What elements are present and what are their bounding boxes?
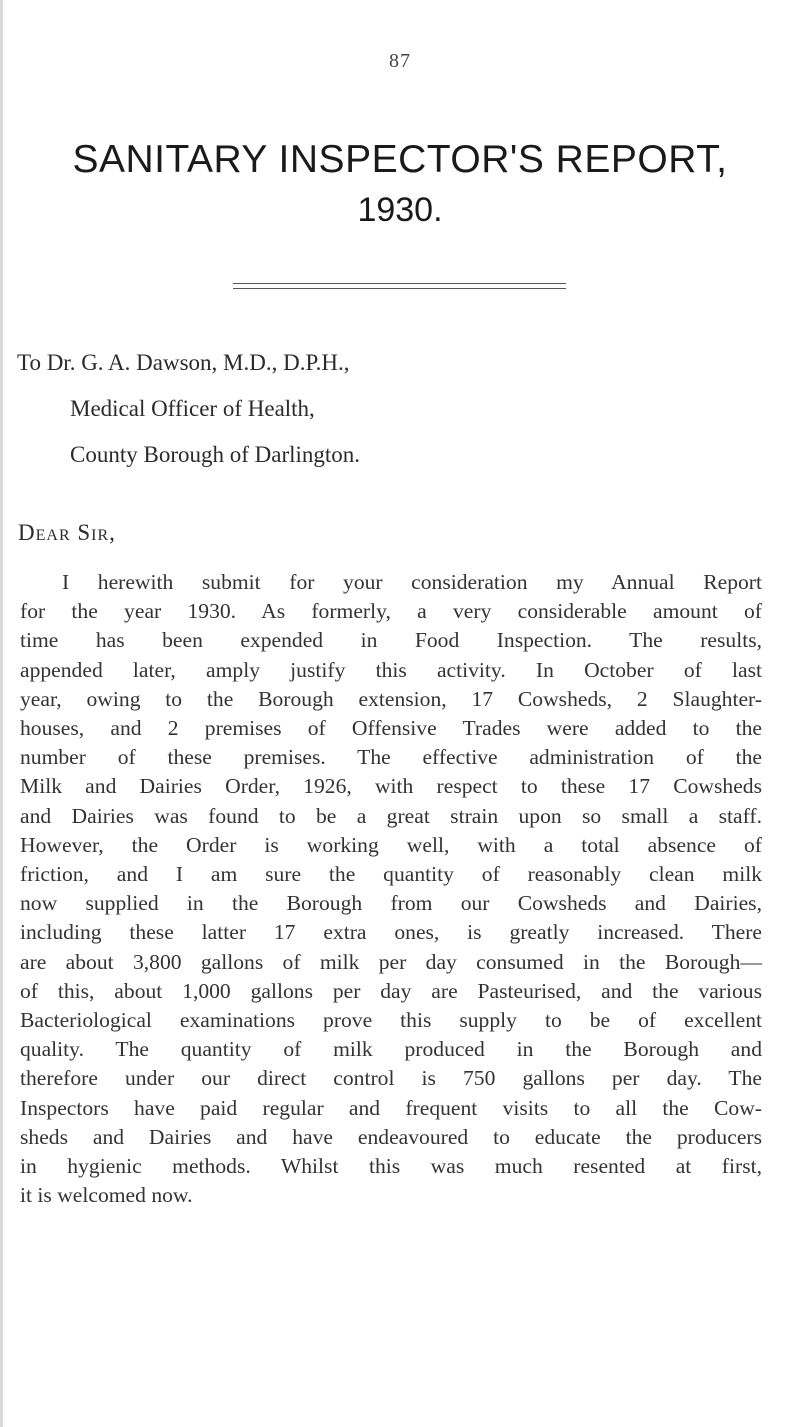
body-line: I herewith submit for your consideration my Annual Report: [62, 570, 762, 594]
body-line: quality. The quantity of milk produced in the Borough and: [20, 1037, 762, 1062]
body-line: Milk and Dairies Order, 1926, with respect to these 17 Cowsheds: [20, 774, 762, 799]
address-borough: County Borough of Darlington.: [70, 442, 361, 467]
body-line: friction, and I am sure the quantity of reasonably clean milk: [20, 862, 762, 887]
body-line: it is welcomed now.: [20, 1183, 193, 1208]
body-line: appended later, amply justify this activity. In October of last: [20, 657, 762, 682]
body-line: houses, and 2 premises of Offensive Trades were added to the: [20, 716, 762, 741]
page-number: 87: [389, 50, 411, 72]
body-line: year, owing to the Borough extension, 17 Cowsheds, 2 Slaughter-: [20, 686, 762, 711]
address-recipient: To Dr. G. A. Dawson, M.D., D.P.H.,: [17, 350, 350, 375]
double-rule-top: [233, 283, 566, 284]
body-line: number of these premises. The effective administration of the: [20, 745, 762, 770]
report-year: 1930.: [357, 191, 443, 229]
body-line: time has been expended in Food Inspection. The results,: [20, 628, 762, 653]
body-line: for the year 1930. As formerly, a very considerable amount of: [20, 599, 762, 624]
body-line: now supplied in the Borough from our Cowsheds and Dairies,: [20, 891, 762, 916]
body-line: in hygienic methods. Whilst this was much resented at first,: [20, 1154, 762, 1179]
body-line: sheds and Dairies and have endeavoured to educate the producers: [20, 1124, 762, 1149]
address-block: [17, 340, 360, 478]
body-line: Bacteriological examinations prove this supply to be of excellent: [20, 1008, 762, 1033]
body-line: and Dairies was found to be a great strain upon so small a staff.: [20, 803, 762, 828]
report-title: SANITARY INSPECTOR'S REPORT,: [72, 138, 728, 181]
body-line: including these latter 17 extra ones, is greatly increased. There: [20, 920, 762, 945]
body-line: therefore under our direct control is 750 gallons per day. The: [20, 1066, 762, 1091]
body-line: However, the Order is working well, with a total absence of: [20, 832, 762, 857]
salutation: Dear Sir,: [18, 520, 116, 545]
body-line: Inspectors have paid regular and frequent visits to all the Cow-: [20, 1095, 762, 1120]
body-line: of this, about 1,000 gallons per day are Pasteurised, and the various: [20, 978, 762, 1003]
address-position: Medical Officer of Health,: [70, 396, 315, 421]
body-line: are about 3,800 gallons of milk per day consumed in the Borough—: [20, 949, 762, 974]
report-body: [20, 568, 762, 1210]
double-rule-bottom: [233, 288, 566, 289]
